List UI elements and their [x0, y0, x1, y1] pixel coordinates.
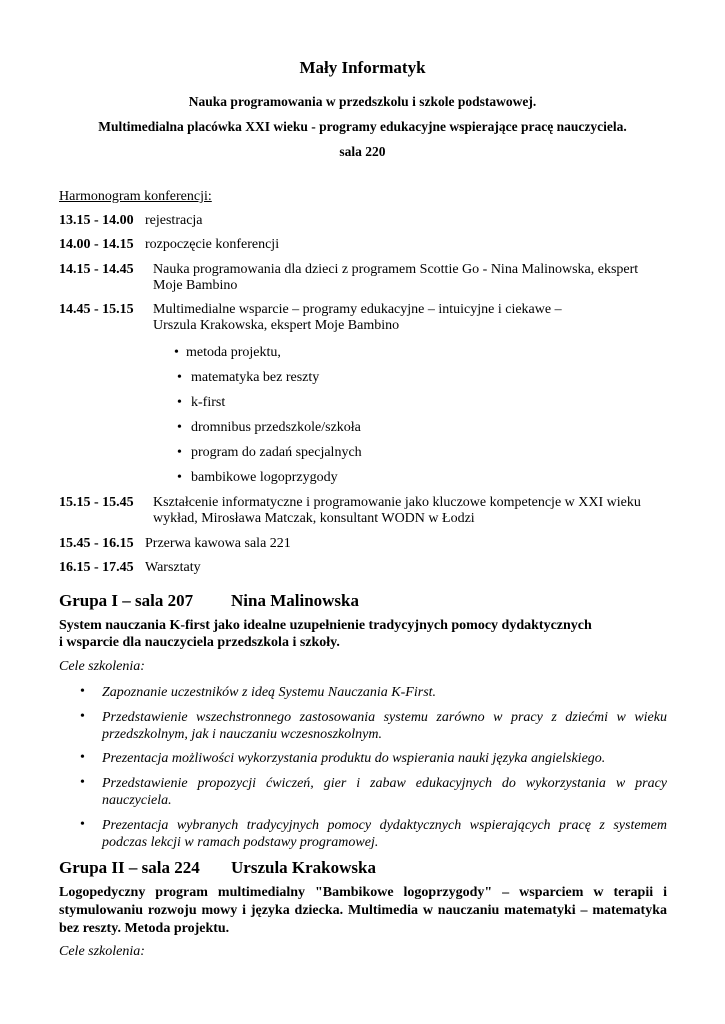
schedule-item-continued: wykład, Mirosława Matczak, konsultant WODN w Łodzi: [153, 511, 475, 526]
schedule-time: 13.15 - 14.00: [59, 213, 134, 228]
schedule-item: rozpoczęcie konferencji: [145, 237, 280, 252]
goal-bullet: •: [80, 775, 85, 790]
schedule-item: Przerwa kawowa sala 221: [145, 536, 291, 551]
schedule-time: 14.15 - 14.45: [59, 262, 134, 277]
schedule-item: Warsztaty: [145, 560, 201, 575]
schedule-item: Kształcenie informatyczne i programowanie jako kluczowe kompetencje w XXI wieku: [153, 495, 641, 510]
schedule-time: 16.15 - 17.45: [59, 560, 134, 575]
goal-item: Prezentacja możliwości wykorzystania produktu do wspierania nauki języka angielskiego.: [102, 751, 606, 766]
topic-bullet: •: [174, 345, 179, 360]
group1-trainer: Nina Malinowska: [231, 591, 359, 610]
topic-item: program do zadań specjalnych: [191, 445, 362, 460]
topic-bullet: •: [177, 420, 182, 435]
schedule-time: 14.00 - 14.15: [59, 237, 134, 252]
subtitle-2: Multimedialna placówka XXI wieku - programy edukacyjne wspierające pracę nauczyciela.: [98, 119, 627, 134]
group1-heading: Grupa I – sala 207: [59, 591, 194, 610]
schedule-heading: Harmonogram konferencji:: [59, 189, 212, 204]
schedule-time: 15.15 - 15.45: [59, 495, 134, 510]
subtitle-1: Nauka programowania w przedszkolu i szkole podstawowej.: [188, 94, 537, 109]
schedule-item-continued: Moje Bambino: [153, 278, 238, 293]
topic-bullet: •: [177, 370, 182, 385]
group2-heading: Grupa II – sala 224: [59, 858, 200, 877]
schedule-time: 15.45 - 16.15: [59, 536, 134, 551]
group2-trainer: Urszula Krakowska: [231, 858, 376, 877]
goal-bullet: •: [80, 709, 85, 724]
schedule-item-continued: Urszula Krakowska, ekspert Moje Bambino: [153, 318, 400, 333]
schedule-time: 14.45 - 15.15: [59, 302, 134, 317]
goal-item: Prezentacja wybranych tradycyjnych pomocy dydaktycznych wspierających pracę z systemem podczas lekcji w ramach podstawy programowej.: [102, 818, 667, 850]
schedule-item: Multimedialne wsparcie – programy edukacyjne – intuicyjne i ciekawe –: [153, 302, 562, 317]
goal-item: Zapoznanie uczestników z ideą Systemu Nauczania K-First.: [102, 685, 437, 700]
topic-item: bambikowe logoprzygody: [191, 470, 338, 485]
schedule-item: rejestracja: [145, 213, 203, 228]
document-title: Mały Informatyk: [299, 58, 426, 77]
goal-bullet: •: [80, 817, 85, 832]
group1-description-continued: i wsparcie dla nauczyciela przedszkola i szkoły.: [59, 635, 340, 650]
goal-item: Przedstawienie propozycji ćwiczeń, gier i zabaw edukacyjnych do wykorzystania w pracy nauczyciela.: [102, 776, 667, 808]
topic-bullet: •: [177, 445, 182, 460]
schedule-item: Nauka programowania dla dzieci z programem Scottie Go - Nina Malinowska, ekspert: [153, 262, 639, 277]
topic-item: k-first: [191, 395, 226, 410]
goal-item: Przedstawienie wszechstronnego zastosowania systemu zarówno w pracy z dziećmi w wieku przedszkolnym, jak i nauczaniu wczesnoszkolnym.: [102, 710, 667, 742]
topic-bullet: •: [177, 395, 182, 410]
group2-description: Logopedyczny program multimedialny "Bambikowe logoprzygody" – wsparciem w terapii i stymulowaniu rozwoju mowy i języka dziecka. Multimedia w nauczaniu matematyki – matematyka bez reszty. Metoda projektu.: [59, 885, 667, 936]
topic-item: matematyka bez reszty: [191, 370, 320, 385]
group2-goals-label: Cele szkolenia:: [59, 944, 145, 959]
topic-bullet: •: [177, 470, 182, 485]
group1-goals-label: Cele szkolenia:: [59, 659, 145, 674]
goal-bullet: •: [80, 684, 85, 699]
topic-item: metoda projektu,: [186, 345, 281, 360]
goal-bullet: •: [80, 750, 85, 765]
topic-item: dromnibus przedszkole/szkoła: [191, 420, 361, 435]
room-label: sala 220: [339, 144, 386, 159]
group1-description: System nauczania K-first jako idealne uzupełnienie tradycyjnych pomocy dydaktycznych: [59, 618, 592, 633]
